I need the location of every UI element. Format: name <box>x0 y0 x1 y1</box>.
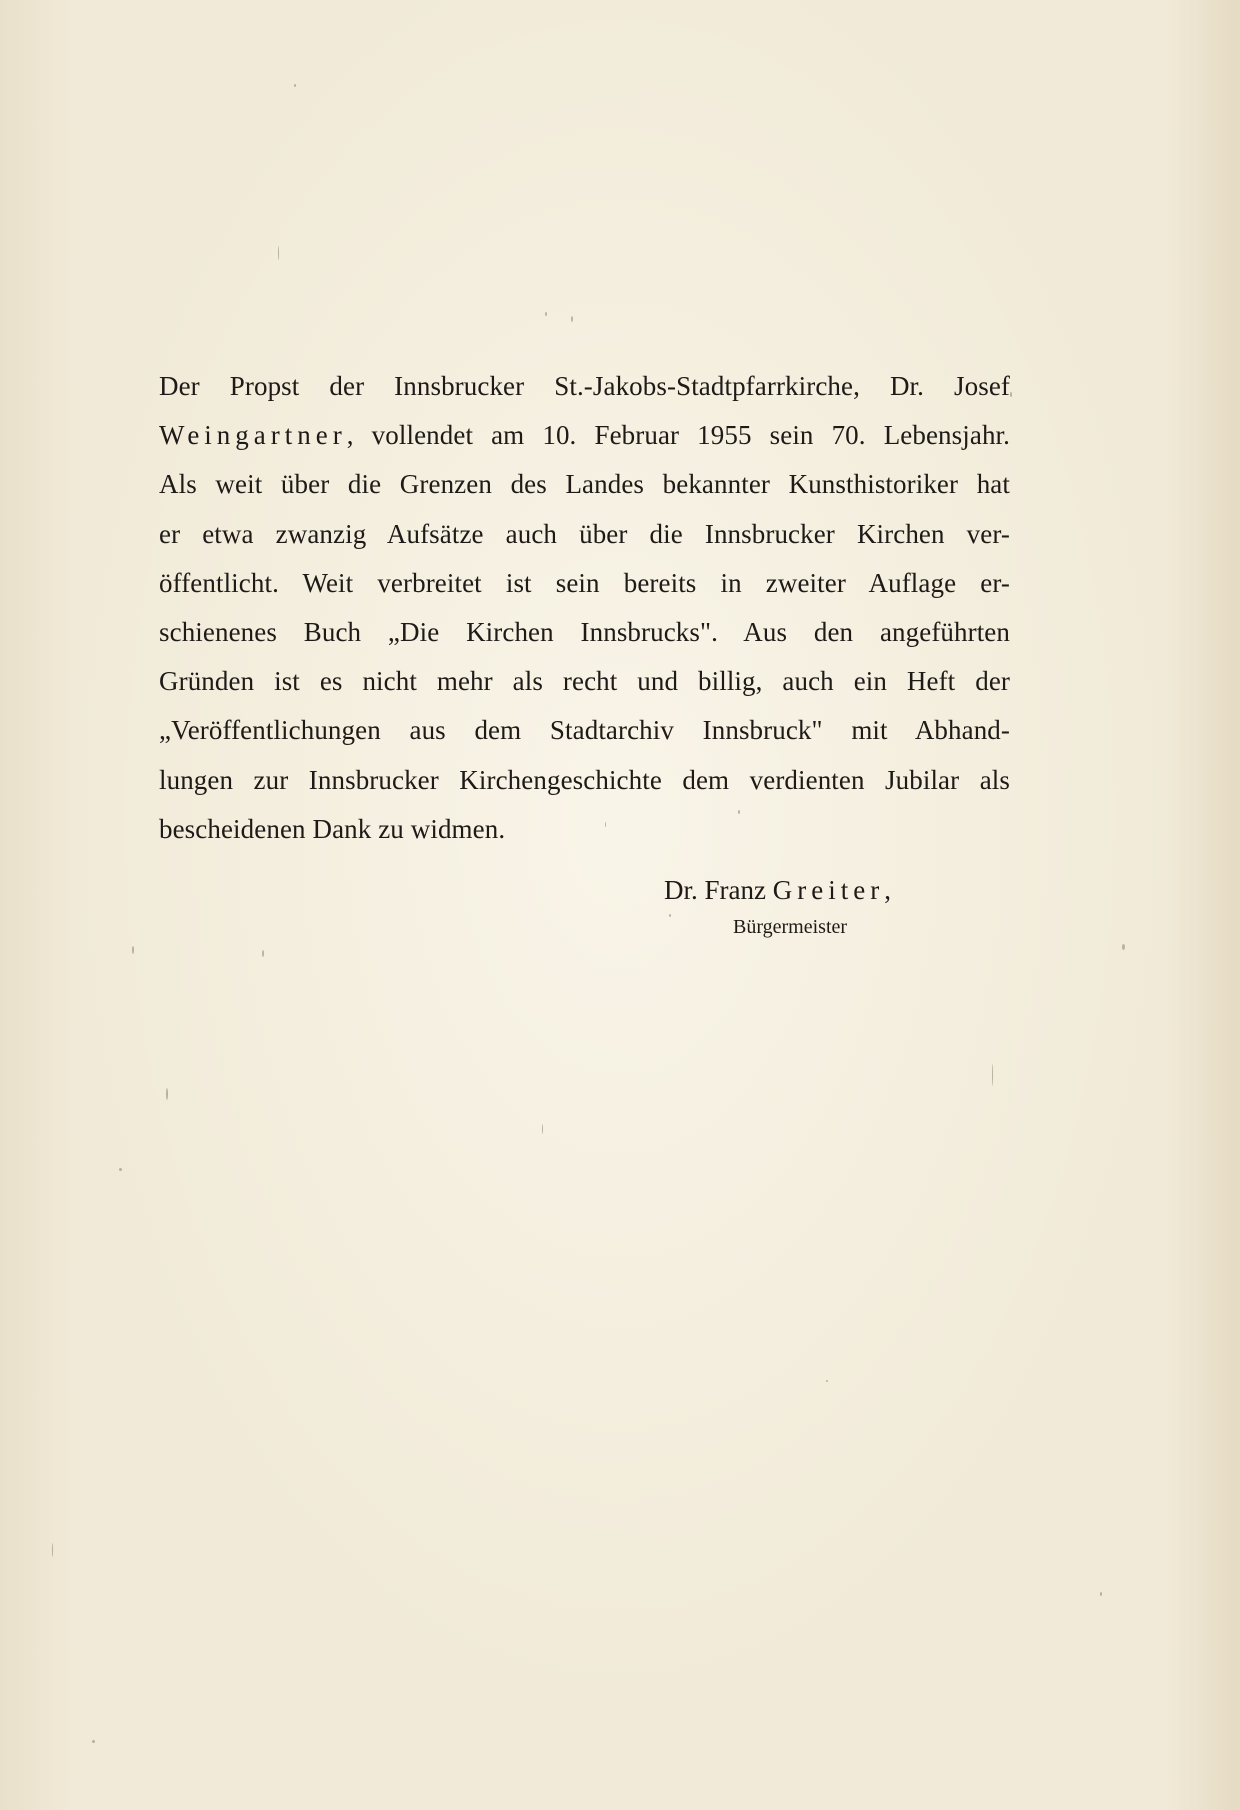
paper-speck <box>1100 1592 1102 1596</box>
paper-speck <box>278 246 279 260</box>
paragraph-line: Gründen ist es nicht mehr als recht und billig, auch ein Heft der <box>159 666 1010 697</box>
paper-speck <box>542 1124 543 1134</box>
paragraph-line: öffentlicht. Weit verbreitet ist sein bereits in zweiter Auflage er- <box>159 567 1010 598</box>
dedication-paragraph <box>159 362 1010 854</box>
paper-speck <box>92 1740 95 1743</box>
paper-speck <box>992 1064 993 1086</box>
paper-speck <box>826 1380 828 1382</box>
spaced-name: Weingartner <box>159 420 347 451</box>
paragraph-line: bescheidenen Dank zu widmen. <box>159 813 506 844</box>
paragraph-line: „Veröffentlichungen aus dem Stadtarchiv Innsbruck" mit Abhand- <box>159 715 1010 746</box>
paper-speck <box>119 1168 122 1171</box>
paper-speck <box>132 946 134 954</box>
signature-name <box>664 870 891 910</box>
signature-suffix: , <box>884 875 891 905</box>
paragraph-line: lungen zur Innsbrucker Kirchengeschichte dem verdienten Jubilar als <box>159 764 1010 795</box>
paper-speck <box>166 1088 168 1100</box>
paper-speck <box>1010 392 1012 397</box>
paragraph-line: schienenes Buch „Die Kirchen Innsbrucks". Aus den angeführten <box>159 617 1010 648</box>
signature-spaced-name: Greiter <box>772 875 885 905</box>
paper-speck <box>52 1543 53 1557</box>
paper-speck <box>571 316 573 322</box>
paper-speck <box>262 950 264 957</box>
paper-speck <box>669 914 671 917</box>
paragraph-line <box>159 411 1010 460</box>
paragraph-line-rest: , vollendet am 10. Februar 1955 sein 70. Lebensjahr. <box>346 420 1010 451</box>
paper-speck <box>545 312 547 316</box>
paragraph-line: Als weit über die Grenzen des Landes bekannter Kunsthistoriker hat <box>159 469 1010 500</box>
paper-speck <box>1122 944 1125 950</box>
signature-prefix: Dr. Franz <box>664 875 773 905</box>
paragraph-line: Der Propst der Innsbrucker St.-Jakobs-Stadtpfarrkirche, Dr. Josef <box>159 371 1010 401</box>
paper-speck <box>294 84 296 87</box>
paragraph-line: er etwa zwanzig Aufsätze auch über die Innsbrucker Kirchen ver- <box>159 518 1010 549</box>
signature-title: Bürgermeister <box>733 916 848 938</box>
